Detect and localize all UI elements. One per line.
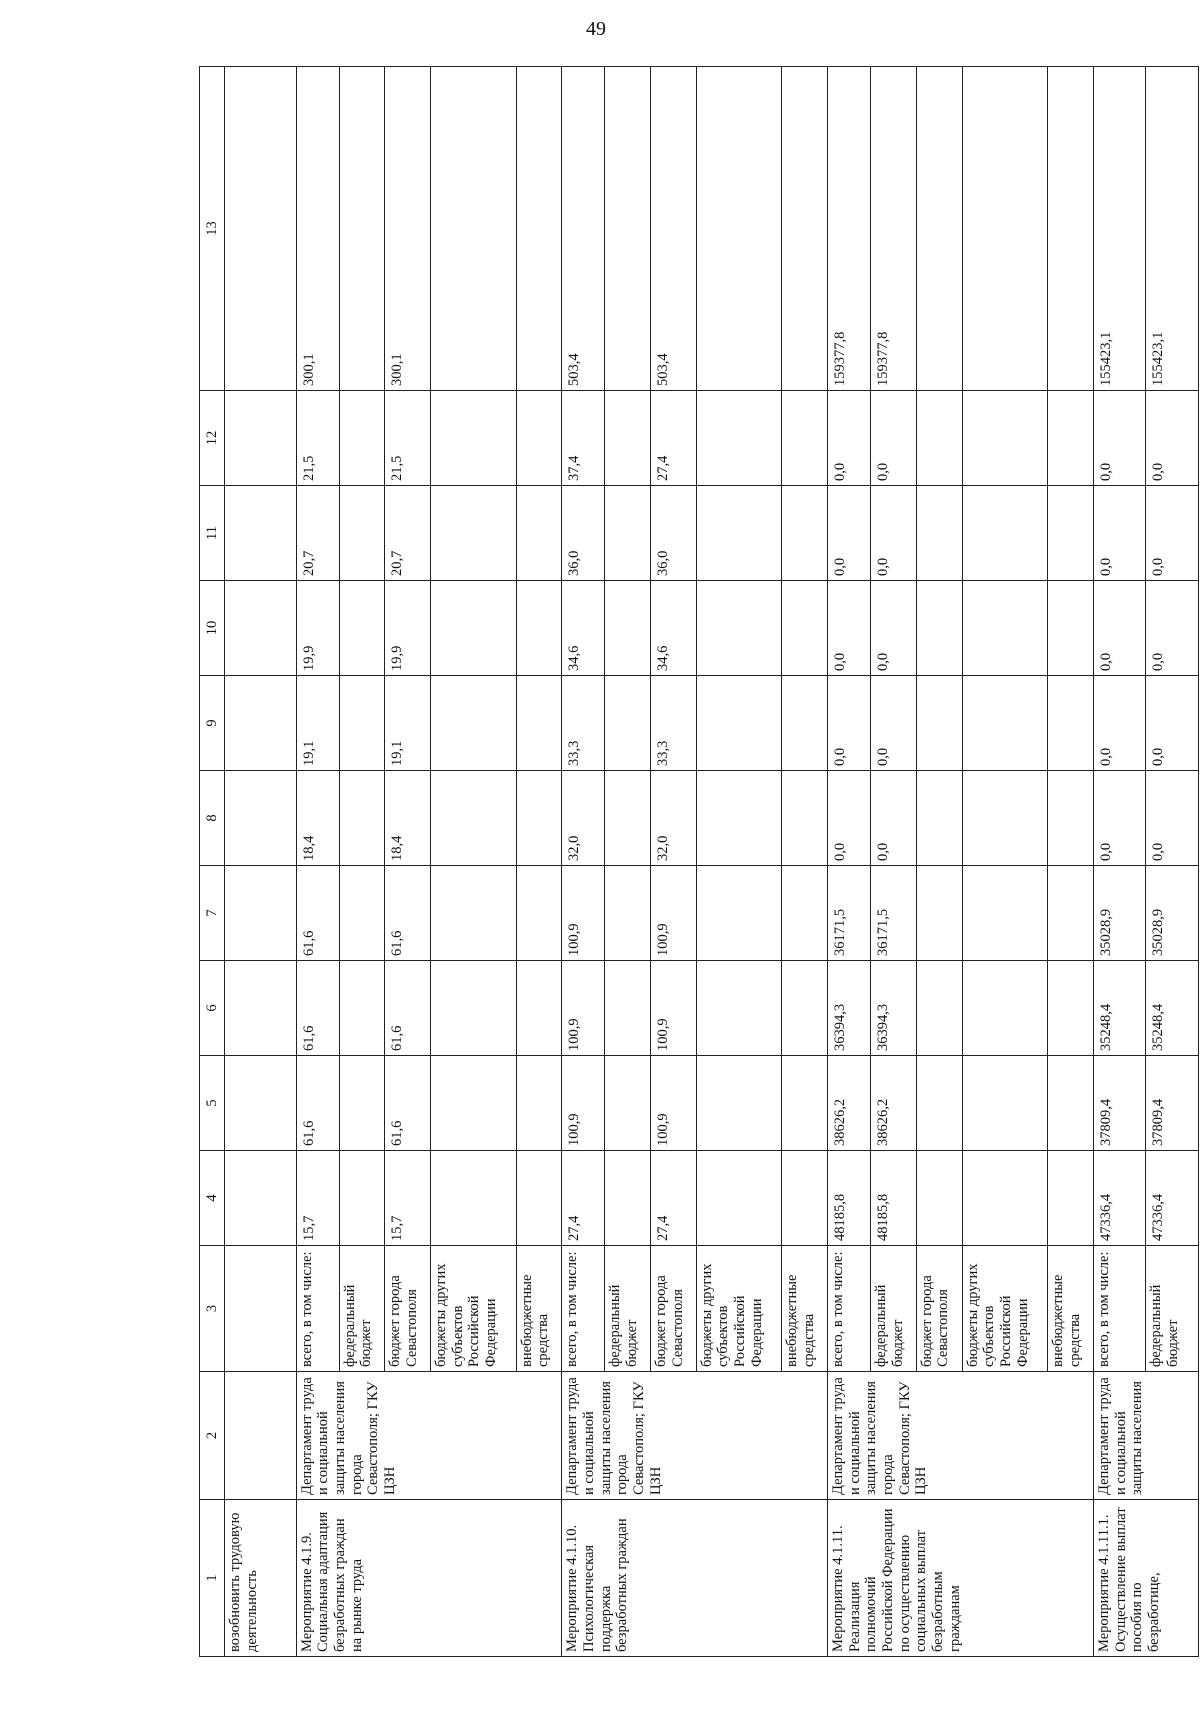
col-header: 5 bbox=[200, 1056, 225, 1151]
value-cell bbox=[916, 486, 962, 581]
value-cell: 37,4 bbox=[562, 391, 605, 486]
value-cell: 300,1 bbox=[296, 67, 339, 391]
value-cell: 0,0 bbox=[828, 676, 871, 771]
value-cell bbox=[962, 771, 1048, 866]
value-cell: 61,6 bbox=[385, 1056, 431, 1151]
value-cell bbox=[431, 771, 517, 866]
col-header: 4 bbox=[200, 1151, 225, 1246]
value-cell: 47336,4 bbox=[1093, 1151, 1146, 1246]
col-header: 10 bbox=[200, 581, 225, 676]
value-cell bbox=[339, 676, 385, 771]
value-cell: 0,0 bbox=[828, 391, 871, 486]
value-cell bbox=[431, 1056, 517, 1151]
value-cell: 20,7 bbox=[296, 486, 339, 581]
funding-source: внебюджетные средства bbox=[782, 1246, 828, 1372]
value-cell bbox=[516, 391, 562, 486]
table-cell bbox=[225, 1151, 297, 1246]
activity-name: Мероприятие 4.1.10. Психологическая поддержка безработных граждан bbox=[562, 1500, 828, 1657]
value-cell bbox=[696, 67, 782, 391]
value-cell bbox=[516, 676, 562, 771]
value-cell bbox=[696, 581, 782, 676]
value-cell bbox=[696, 961, 782, 1056]
value-cell bbox=[605, 581, 651, 676]
value-cell bbox=[782, 1056, 828, 1151]
value-cell: 48185,8 bbox=[871, 1151, 917, 1246]
activity-name: Мероприятие 4.1.11.1. Осуществление выплат пособия по безработице, bbox=[1093, 1500, 1198, 1657]
value-cell bbox=[431, 1151, 517, 1246]
value-cell: 35248,4 bbox=[1146, 961, 1199, 1056]
value-cell bbox=[782, 67, 828, 391]
value-cell: 32,0 bbox=[651, 771, 697, 866]
value-cell bbox=[962, 581, 1048, 676]
value-cell bbox=[605, 67, 651, 391]
value-cell bbox=[431, 67, 517, 391]
table-row bbox=[828, 67, 871, 1657]
value-cell bbox=[1048, 67, 1094, 391]
value-cell: 34,6 bbox=[562, 581, 605, 676]
value-cell: 36171,5 bbox=[828, 866, 871, 961]
value-cell: 18,4 bbox=[296, 771, 339, 866]
col-header: 8 bbox=[200, 771, 225, 866]
value-cell bbox=[605, 486, 651, 581]
col-header: 12 bbox=[200, 391, 225, 486]
col-header: 6 bbox=[200, 961, 225, 1056]
value-cell bbox=[1048, 1151, 1094, 1246]
value-cell bbox=[782, 581, 828, 676]
value-cell bbox=[696, 486, 782, 581]
value-cell: 159377,8 bbox=[828, 67, 871, 391]
value-cell: 0,0 bbox=[1146, 391, 1199, 486]
value-cell: 100,9 bbox=[651, 1056, 697, 1151]
col-header: 2 bbox=[200, 1372, 225, 1500]
value-cell: 38626,2 bbox=[828, 1056, 871, 1151]
value-cell bbox=[516, 581, 562, 676]
value-cell: 0,0 bbox=[1146, 676, 1199, 771]
value-cell bbox=[1048, 581, 1094, 676]
funding-source: бюджет города Севастополя bbox=[916, 1246, 962, 1372]
value-cell bbox=[782, 771, 828, 866]
funding-source: всего, в том числе: bbox=[296, 1246, 339, 1372]
value-cell: 15,7 bbox=[385, 1151, 431, 1246]
value-cell bbox=[916, 581, 962, 676]
value-cell: 100,9 bbox=[562, 961, 605, 1056]
value-cell bbox=[1048, 676, 1094, 771]
continuation-text: возобновить трудовую деятельность bbox=[225, 1500, 297, 1657]
table-row bbox=[562, 67, 605, 1657]
value-cell bbox=[516, 486, 562, 581]
value-cell bbox=[605, 866, 651, 961]
value-cell bbox=[605, 1056, 651, 1151]
value-cell: 0,0 bbox=[1146, 486, 1199, 581]
table-body bbox=[225, 67, 1199, 1657]
value-cell bbox=[782, 391, 828, 486]
value-cell: 100,9 bbox=[651, 866, 697, 961]
value-cell: 38626,2 bbox=[871, 1056, 917, 1151]
value-cell bbox=[962, 486, 1048, 581]
value-cell bbox=[782, 866, 828, 961]
value-cell bbox=[516, 771, 562, 866]
value-cell bbox=[339, 961, 385, 1056]
value-cell: 21,5 bbox=[385, 391, 431, 486]
value-cell: 19,1 bbox=[385, 676, 431, 771]
value-cell: 100,9 bbox=[562, 866, 605, 961]
table-row bbox=[296, 67, 339, 1657]
value-cell: 33,3 bbox=[651, 676, 697, 771]
value-cell: 503,4 bbox=[651, 67, 697, 391]
value-cell bbox=[1048, 961, 1094, 1056]
value-cell bbox=[1048, 486, 1094, 581]
value-cell bbox=[339, 486, 385, 581]
value-cell: 27,4 bbox=[651, 391, 697, 486]
value-cell bbox=[916, 961, 962, 1056]
value-cell: 19,9 bbox=[385, 581, 431, 676]
value-cell bbox=[916, 676, 962, 771]
col-header: 3 bbox=[200, 1246, 225, 1372]
value-cell bbox=[962, 866, 1048, 961]
value-cell: 0,0 bbox=[871, 771, 917, 866]
table-cell bbox=[225, 866, 297, 961]
value-cell bbox=[962, 391, 1048, 486]
value-cell bbox=[339, 581, 385, 676]
value-cell: 27,4 bbox=[562, 1151, 605, 1246]
table-cell bbox=[225, 581, 297, 676]
value-cell bbox=[516, 866, 562, 961]
value-cell: 35028,9 bbox=[1093, 866, 1146, 961]
value-cell bbox=[916, 391, 962, 486]
value-cell bbox=[605, 771, 651, 866]
value-cell: 300,1 bbox=[385, 67, 431, 391]
value-cell: 0,0 bbox=[871, 676, 917, 771]
value-cell: 0,0 bbox=[1093, 486, 1146, 581]
value-cell bbox=[339, 67, 385, 391]
value-cell bbox=[916, 771, 962, 866]
col-header: 11 bbox=[200, 486, 225, 581]
table-cell bbox=[225, 486, 297, 581]
funding-source: всего, в том числе: bbox=[1093, 1246, 1146, 1372]
value-cell bbox=[962, 1151, 1048, 1246]
value-cell: 61,6 bbox=[296, 866, 339, 961]
executor-name: Департамент труда и социальной защиты населения города Севастополя; ГКУ ЦЗН bbox=[562, 1372, 828, 1500]
value-cell bbox=[916, 1151, 962, 1246]
col-header: 1 bbox=[200, 1500, 225, 1657]
value-cell: 19,1 bbox=[296, 676, 339, 771]
value-cell: 0,0 bbox=[871, 581, 917, 676]
value-cell: 36394,3 bbox=[828, 961, 871, 1056]
funding-source: бюджет города Севастополя bbox=[385, 1246, 431, 1372]
value-cell: 37809,4 bbox=[1146, 1056, 1199, 1151]
value-cell bbox=[339, 771, 385, 866]
value-cell bbox=[431, 581, 517, 676]
table-cell bbox=[225, 961, 297, 1056]
value-cell bbox=[431, 676, 517, 771]
value-cell: 0,0 bbox=[871, 486, 917, 581]
value-cell: 100,9 bbox=[651, 961, 697, 1056]
value-cell: 0,0 bbox=[1146, 771, 1199, 866]
value-cell bbox=[782, 676, 828, 771]
funding-source: внебюджетные средства bbox=[1048, 1246, 1094, 1372]
value-cell: 0,0 bbox=[871, 391, 917, 486]
value-cell: 36394,3 bbox=[871, 961, 917, 1056]
funding-source: бюджеты других субъектов Российской Федерации bbox=[962, 1246, 1048, 1372]
value-cell bbox=[782, 1151, 828, 1246]
funding-source: федеральный бюджет bbox=[1146, 1246, 1199, 1372]
value-cell bbox=[605, 391, 651, 486]
value-cell: 155423,1 bbox=[1093, 67, 1146, 391]
value-cell: 36,0 bbox=[562, 486, 605, 581]
funding-source: бюджеты других субъектов Российской Федерации bbox=[431, 1246, 517, 1372]
value-cell: 0,0 bbox=[1093, 581, 1146, 676]
value-cell: 19,9 bbox=[296, 581, 339, 676]
value-cell bbox=[696, 676, 782, 771]
funding-source: всего, в том числе: bbox=[562, 1246, 605, 1372]
activity-name: Мероприятие 4.1.11. Реализация полномочий Российской Федерации по осуществлению социальных выплат безработным гражданам bbox=[828, 1500, 1094, 1657]
table-cell bbox=[225, 1056, 297, 1151]
value-cell: 18,4 bbox=[385, 771, 431, 866]
value-cell bbox=[696, 866, 782, 961]
value-cell bbox=[916, 67, 962, 391]
value-cell: 37809,4 bbox=[1093, 1056, 1146, 1151]
value-cell: 15,7 bbox=[296, 1151, 339, 1246]
value-cell: 21,5 bbox=[296, 391, 339, 486]
funding-source: всего, в том числе: bbox=[828, 1246, 871, 1372]
value-cell bbox=[516, 1056, 562, 1151]
executor-name: Департамент труда и социальной защиты населения города Севастополя; ГКУ ЦЗН bbox=[296, 1372, 562, 1500]
value-cell: 34,6 bbox=[651, 581, 697, 676]
funding-source: бюджеты других субъектов Российской Федерации bbox=[696, 1246, 782, 1372]
value-cell bbox=[605, 676, 651, 771]
value-cell bbox=[339, 866, 385, 961]
funding-source: федеральный бюджет bbox=[871, 1246, 917, 1372]
table-cell bbox=[225, 1246, 297, 1372]
value-cell: 61,6 bbox=[385, 961, 431, 1056]
col-header: 9 bbox=[200, 676, 225, 771]
table-cell bbox=[225, 676, 297, 771]
value-cell: 0,0 bbox=[1146, 581, 1199, 676]
value-cell bbox=[962, 961, 1048, 1056]
value-cell bbox=[339, 1151, 385, 1246]
value-cell bbox=[962, 676, 1048, 771]
table-cell bbox=[225, 1372, 297, 1500]
value-cell bbox=[916, 866, 962, 961]
funding-source: бюджет города Севастополя bbox=[651, 1246, 697, 1372]
value-cell: 0,0 bbox=[1093, 391, 1146, 486]
value-cell bbox=[1048, 771, 1094, 866]
value-cell bbox=[605, 1151, 651, 1246]
funding-source: внебюджетные средства bbox=[516, 1246, 562, 1372]
value-cell bbox=[605, 961, 651, 1056]
executor-name: Департамент труда и социальной защиты населения города Севастополя; ГКУ ЦЗН bbox=[828, 1372, 1094, 1500]
value-cell bbox=[962, 67, 1048, 391]
value-cell bbox=[516, 67, 562, 391]
value-cell: 32,0 bbox=[562, 771, 605, 866]
value-cell bbox=[916, 1056, 962, 1151]
value-cell bbox=[339, 1056, 385, 1151]
value-cell bbox=[782, 486, 828, 581]
value-cell bbox=[696, 1151, 782, 1246]
table-cell bbox=[225, 391, 297, 486]
value-cell: 61,6 bbox=[296, 961, 339, 1056]
col-header: 13 bbox=[200, 67, 225, 391]
value-cell bbox=[962, 1056, 1048, 1151]
value-cell: 0,0 bbox=[828, 486, 871, 581]
executor-name: Департамент труда и социальной защиты населения bbox=[1093, 1372, 1198, 1500]
value-cell bbox=[696, 391, 782, 486]
value-cell: 48185,8 bbox=[828, 1151, 871, 1246]
header-row bbox=[200, 67, 225, 1657]
continuation-row bbox=[225, 67, 297, 1657]
value-cell: 0,0 bbox=[828, 771, 871, 866]
value-cell: 0,0 bbox=[828, 581, 871, 676]
value-cell bbox=[431, 391, 517, 486]
value-cell: 61,6 bbox=[296, 1056, 339, 1151]
col-header: 7 bbox=[200, 866, 225, 961]
table-cell bbox=[225, 67, 297, 391]
activity-name: Мероприятие 4.1.9. Социальная адаптация безработных граждан на рынке труда bbox=[296, 1500, 562, 1657]
value-cell: 61,6 bbox=[385, 866, 431, 961]
value-cell: 35248,4 bbox=[1093, 961, 1146, 1056]
value-cell bbox=[339, 391, 385, 486]
value-cell bbox=[516, 1151, 562, 1246]
funding-source: федеральный бюджет bbox=[605, 1246, 651, 1372]
value-cell: 36171,5 bbox=[871, 866, 917, 961]
value-cell bbox=[1048, 866, 1094, 961]
value-cell bbox=[1048, 1056, 1094, 1151]
page-number: 49 bbox=[586, 18, 606, 40]
value-cell bbox=[1048, 391, 1094, 486]
value-cell: 0,0 bbox=[1093, 676, 1146, 771]
value-cell bbox=[431, 866, 517, 961]
value-cell: 0,0 bbox=[1093, 771, 1146, 866]
value-cell: 503,4 bbox=[562, 67, 605, 391]
value-cell bbox=[431, 486, 517, 581]
value-cell: 47336,4 bbox=[1146, 1151, 1199, 1246]
value-cell: 35028,9 bbox=[1146, 866, 1199, 961]
value-cell bbox=[696, 771, 782, 866]
table-row bbox=[1093, 67, 1146, 1657]
value-cell: 155423,1 bbox=[1146, 67, 1199, 391]
value-cell: 20,7 bbox=[385, 486, 431, 581]
value-cell bbox=[696, 1056, 782, 1151]
value-cell: 100,9 bbox=[562, 1056, 605, 1151]
value-cell: 27,4 bbox=[651, 1151, 697, 1246]
value-cell bbox=[516, 961, 562, 1056]
value-cell bbox=[782, 961, 828, 1056]
rotated-table-container bbox=[199, 67, 1199, 1657]
budget-table bbox=[199, 66, 1199, 1657]
value-cell: 33,3 bbox=[562, 676, 605, 771]
value-cell bbox=[431, 961, 517, 1056]
value-cell: 36,0 bbox=[651, 486, 697, 581]
funding-source: федеральный бюджет bbox=[339, 1246, 385, 1372]
value-cell: 159377,8 bbox=[871, 67, 917, 391]
table-cell bbox=[225, 771, 297, 866]
